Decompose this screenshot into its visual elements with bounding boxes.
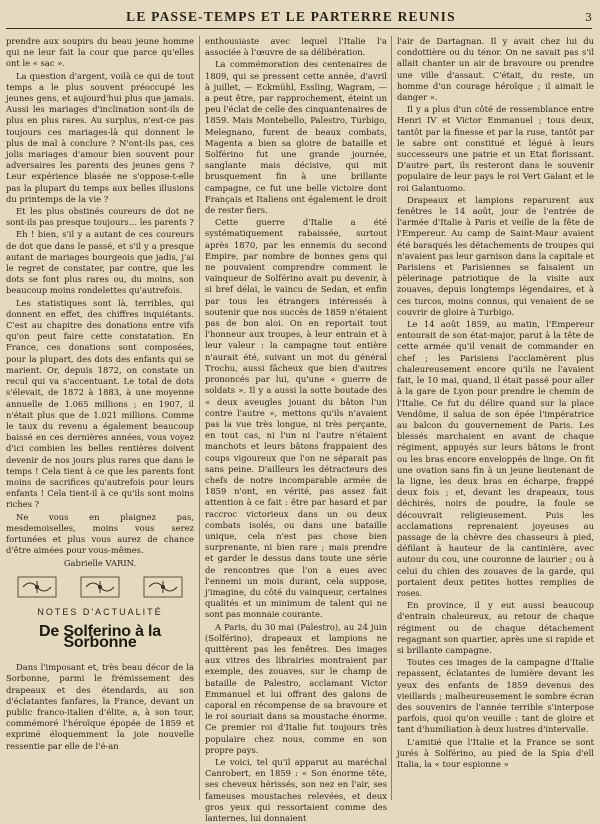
paragraph: l'air de Dartagnan. Il y avait chez lui du condottière ou du ténor. On ne savait pas s'il allait chanter un air de bravoure ou prendre une ville d'assaut. C'était, du reste, un homme d'un courage héroïque ; il aimait le danger ».	[397, 36, 594, 103]
page-number: 3	[585, 10, 592, 24]
paragraph: La commémoration des centenaires de 1809, qui se pressent cette année, d'avril à juillet, — Eckmühl, Essling, Wagram, — a peut être, par rapprochement, éteint un peu l'éclat de celle des cinquantenaires de 1859. Mais Montebello, Palestro, Turbigo, Melegnano, furent de beaux combats, Magenta a bien sa gloire de bataille et Solférino fut une grande journée, sanglante mais décisive, qui mit brusquement fin à une brillante campagne, ce fut une belle victoire dont Français et Italiens ont également le droit de rester fiers.	[205, 59, 387, 216]
paragraph: Toutes ces images de la campagne d'Italie repassent, éclatantes de lumière devant les yeux des enfants de 1859 devenus des vieillards ; malheureusement le sombre écran des souvenirs de l'année terrible s'interpose parfois, quoi qu'on veuille : tant de gloire et tant d'humiliation à deux lustres d'intervalle.	[397, 657, 594, 735]
fleuron-ornament	[78, 575, 122, 599]
header-rule	[6, 28, 592, 29]
paragraph: Le 14 août 1859, au matin, l'Empereur entourait de son état-major, parut à la tête de cette armée qu'il venait de commander en chef ; les Parisiens l'acclamèrent plus chaleureusement encore qu'ils ne l'avaient fait, le 10 mai, quand, il était passé pour aller à la gare de Lyon pour prendre le chemin de l'Italie. Ce fut du délire quand sur la place Vendôme, il salua de son épée l'impératrice au balcon du gouvernement de Paris. Les blessés marchaient en avant de chaque régiment, appuyés sur leurs bâtons le front ou les bras encore enveloppés de linge. On fit une ovation sans fin à un jeune lieutenant de la ligne, les deux bras en écharpe, frappé deux fois ; et, devant les drapeaux, tous déchirés, noirs de poudre, la foule se découvrait religieusement. Puis les acclamations reprenaient joyeuses au passage de la chèvre des chasseurs à pied, défilant à hauteur de la cantinière, avec autour du cou, une couronne de laurier ; ou à celui du chien des zouaves de la garde, qui portaient deux petites hottes remplies de roses.	[397, 319, 594, 598]
running-header	[6, 4, 592, 30]
section-title: NOTES D'ACTUALITÉ	[37, 606, 163, 617]
column-divider	[199, 36, 200, 800]
paragraph: prendre aux soupirs du beau jeune homme qui ne leur fait la cour que parce qu'elles ont le « sac ».	[6, 36, 194, 69]
paragraph: Drapeaux et lampions reparurent aux fenêtres le 14 août, jour de l'entrée de l'armée d'Italie à Paris et veille de la fête de l'Empereur. Au camp de Saint-Maur avaient été baraqués les détachements de troupes qui n'avaient pas leur garnison dans la capitale et Parisiens et Parisiennes se faisaient un pèlerinage patriotique de la visite aux zouaves, depuis longtemps légendaires, et à ces turcos, moins connus, qui venaient de se couvrir de gloire à Turbigo.	[397, 194, 594, 317]
paragraph: L'amitié que l'Italie et la France se sont jurés à Solférino, au pied de la Spia d'ell Italia, la « tour espionne »	[397, 736, 594, 769]
author-signature: Gabrielle VARIN.	[63, 558, 137, 569]
paragraph: Le voici, tel qu'il apparut au maréchal Canrobert, en 1859 : « Son énorme tête, ses cheveux hérissés, son nez en l'air, ses fameuses moustaches relevées, et deux gros yeux qui ressortaient comme des lanternes, lui donnaient	[205, 757, 387, 824]
paragraph: En province, il y eut aussi beaucoup d'entrain chaleureux, au retour de chaque régiment ou de chaque détachement regagnant son quartier, après une si rapide et si brillante campagne.	[397, 600, 594, 655]
paragraph: A Paris, du 30 mai (Palestro), au 24 juin (Solférino), drapeaux et lampions ne quittèrent pas les fenêtres. Des images aux vitres des librairies montraient par exemple, des zouaves, sur le champ de bataille de Palestro, acclamant Victor Emmanuel et lui offrant des galons de caporal en récompense de sa bravoure et le roi souriait dans sa moustache énorme. Ce premier roi d'Italie fut toujours très populaire chez nous, comme en son propre pays.	[205, 621, 387, 755]
column-divider	[391, 36, 392, 800]
column-2	[205, 36, 387, 824]
paragraph: Eh ! bien, s'il y a autant de ces coureurs de dot que dans le passé, et s'il y a presque autant de mariages bourgeois que jadis, j'ai le regret de constater, par contre, que les dots se font plus rares ou, du moins, son beaucoup moins rondelettes qu'autrefois.	[6, 229, 194, 296]
ornament-row	[6, 575, 194, 599]
paragraph: La question d'argent, voilà ce qui de tout temps a le plus souvent préoccupé les jeunes gens, et aujourd'hui plus que jamais. Aussi les mariages d'inclination sont-ils de plus en plus rares. Au surplus, n'est-ce pas toujours ces mariages-là qui donnent le plus de mal à conclure ? N'ont-ils pas, ces jolis mariages d'amour bien souvent pour adversaires les parents des jeunes gens ? Leur expérience blasée ne s'oppose-t-elle pas la plupart du temps aux belles illusions du printemps de la vie ?	[6, 70, 194, 204]
paragraph: Les statistiques sont là, terribles, qui donnent en effet, des chiffres inquiétants. C'est au chapitre des donations entre vifs qu'on peut faire cette constatation. En France, ces donations sont composées, pour la plupart, des dots des enfants qui se marient. Or, depuis 1872, on constate un recul qui va s'accentuant. Le total de dots s'élevait, de 1872 à 1883, à une moyenne annuelle de 1.065 millions ; en 1907, il n'était plus que de 1.021 millions. Comme le taux du revenu a également beaucoup baissé en ces dernières années, vous voyez d'ici combien les belles rentières doivent devenir de nos jours plus rares que dans le temps ! Cela tient à ce que les parents font moins de sacrifices qu'autrefois pour leurs enfants ! Cela tient-il à ce qu'ils sont moins riches ?	[6, 297, 194, 510]
fleuron-ornament	[15, 575, 59, 599]
paragraph: Cette guerre d'Italie a été systématiquement rabaissée, surtout après 1870, par les ennemis du second Empire, par nombre de bonnes gens qui ne pouvaient comprendre comment le vainqueur de Solférino avait pu devenir, à si bref délai, le vaincu de Sedan, et enfin par tous les étrangers intéressés à soutenir que nos succès de 1859 n'étaient pas de bon aloi. On en reportait tout l'honneur aux troupes, à leur entrain et à leur valeur : la campagne tout entière n'aurait été, suivant un mot du général Trochu, aussi fâcheux que bien d'autres prononcés par lui, qu'une « guerre de soldats ». Il y a aussi la sotte boutade des « deux aveugles jouant du bâton l'un contre l'autre », mettons qu'ils n'avaient pas la vue très longue, ni très perçante, en tout cas, ni l'un ni l'autre n'étaient manchots et leurs bâtons frappaient des coups vigoureux que l'on ne séparait pas sans peine. D'ailleurs les détracteurs des chefs de notre incomparable armée de 1859 n'ont, en vérité, pas assez fait attention à ce fait : être par hasard et par raccroc victorieux dans un ou deux combats isolés, ou dans une bataille unique, cela n'est pas chose bien surprenante, ni bien rare ; mais prendre et garder le dessus dans toute une série de rencontres que l'on a eues avec l'ennemi un mois durant, cela suppose, j'imagine, du côté du vainqueur, certaines qualités et un minimum de talent qui ne sont pas monnaie courante.	[205, 217, 387, 620]
fleuron-ornament	[141, 575, 185, 599]
paragraph: Dans l'imposant et, très beau décor de la Sorbonne, parmi le frémissement des drapeaux et des étendards, au son d'éclatantes fanfares, la France, devant un public franco-italien d'élite, a, à son tour, commémoré l'héroïque épopée de 1859 et exprimé éloquemment la joie nouvelle ressentie par elle de l'é-an	[6, 662, 194, 751]
column-1	[6, 36, 194, 802]
paragraph: Et les plus obstinés coureurs de dot ne sont-ils pas presque toujours… les parents ?	[6, 206, 194, 228]
article-headline: De Solferino à la Sorbonne	[39, 622, 161, 651]
column-3	[397, 36, 594, 802]
paragraph: enthousiaste avec lequel l'Italie l'a associée à l'œuvre de sa délibération.	[205, 36, 387, 58]
journal-title: LE PASSE-TEMPS ET LE PARTERRE REUNIS	[126, 9, 456, 24]
paragraph: Ne vous en plaignez pas, mesdemoiselles, moins vous serez fortunées et plus vous aurez de chance d'être aimées pour vous-mêmes.	[6, 511, 194, 556]
paragraph: Il y a plus d'un côté de ressemblance entre Henri IV et Victor Emmanuel ; tous deux, tantôt par la finesse et par la ruse, tantôt par le sabre ont constitué et légué à leurs successeurs une patrie et un Etat florissant. D'autre part, ils resteront dans le souvenir populaire de leur pays le roi Vert Galant et le roi Galantuomo.	[397, 104, 594, 193]
